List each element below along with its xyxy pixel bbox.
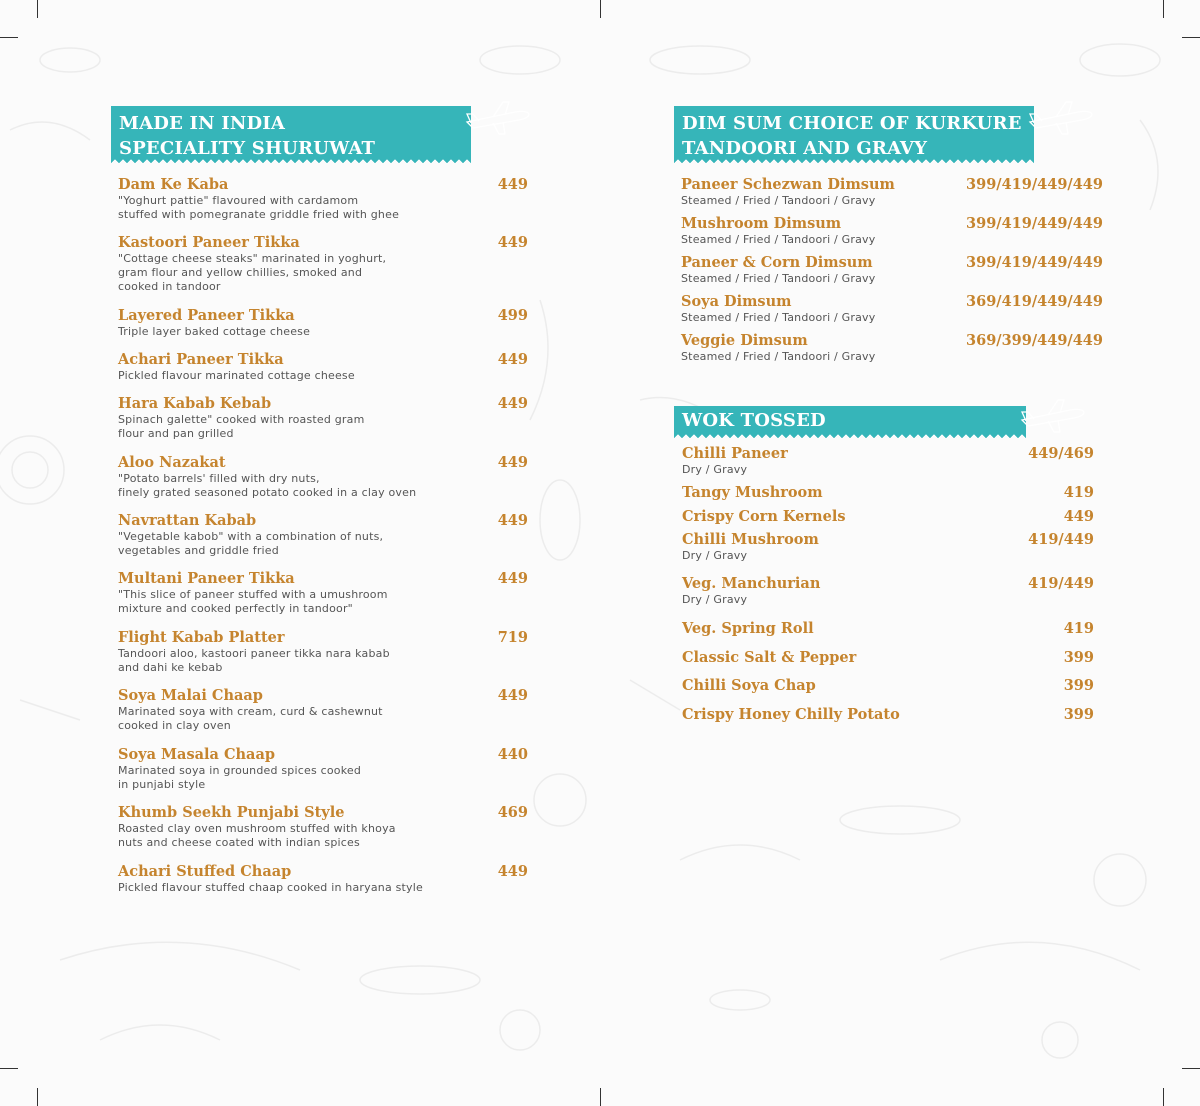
menu-item-flight-kabab-platter xyxy=(118,629,390,675)
item-price: 399 xyxy=(1063,649,1094,666)
item-name: Mushroom Dimsum xyxy=(681,215,842,232)
item-price: 449 xyxy=(497,176,528,193)
item-description: Spinach galette" cooked with roasted gram xyxy=(118,413,365,426)
item-description: Triple layer baked cottage cheese xyxy=(118,325,311,338)
menu-item-layered-paneer-tikka xyxy=(118,307,310,339)
item-name: Kastoori Paneer Tikka xyxy=(118,234,300,251)
item-price: 719 xyxy=(497,629,528,646)
section-title-line: TANDOORI AND GRAVY xyxy=(682,138,928,159)
menu-item-soya-masala-chaap xyxy=(118,746,361,792)
item-name: Crispy Corn Kernels xyxy=(682,508,846,525)
menu-item-paneer-corn-dimsum xyxy=(681,254,875,286)
item-price: 449 xyxy=(497,863,528,880)
item-description: Dry / Gravy xyxy=(682,549,748,562)
item-price: 399 xyxy=(1063,677,1094,694)
menu-item-soya-dimsum xyxy=(681,293,875,325)
item-price: 369/419/449/449 xyxy=(966,293,1103,310)
item-name: Hara Kabab Kebab xyxy=(118,395,272,412)
item-description: Dry / Gravy xyxy=(682,463,748,476)
section-banner-wok xyxy=(674,406,1026,434)
item-price: 399/419/449/449 xyxy=(966,176,1103,193)
menu-item-chilli-mushroom xyxy=(682,531,819,563)
item-description: Tandoori aloo, kastoori paneer tikka nara kabab xyxy=(118,647,390,660)
item-price: 449 xyxy=(497,687,528,704)
item-description: cooked in clay oven xyxy=(118,719,231,732)
item-description: nuts and cheese coated with indian spices xyxy=(118,836,360,849)
menu-item-khumb-seekh-punjabi-style xyxy=(118,804,396,850)
item-price: 449 xyxy=(497,570,528,587)
item-description: Steamed / Fried / Tandoori / Gravy xyxy=(681,350,876,363)
item-price: 449/469 xyxy=(1028,445,1094,462)
menu-item-classic-salt-pepper xyxy=(682,649,856,667)
menu-item-crispy-honey-chilly-potato xyxy=(682,706,900,724)
item-name: Tangy Mushroom xyxy=(682,484,823,501)
item-description: "Cottage cheese steaks" marinated in yoghurt, xyxy=(118,252,387,265)
item-name: Flight Kabab Platter xyxy=(118,629,285,646)
airplane-icon xyxy=(463,98,535,138)
menu-item-tangy-mushroom xyxy=(682,484,823,502)
item-description: and dahi ke kebab xyxy=(118,661,223,674)
item-price: 449 xyxy=(497,351,528,368)
item-price: 469 xyxy=(497,804,528,821)
item-name: Achari Stuffed Chaap xyxy=(118,863,292,880)
item-description: "Yoghurt pattie" flavoured with cardamom xyxy=(118,194,359,207)
menu-item-kastoori-paneer-tikka xyxy=(118,234,386,294)
menu-item-paneer-schezwan-dimsum xyxy=(681,176,895,208)
item-price: 449 xyxy=(1063,508,1094,525)
item-name: Veg. Manchurian xyxy=(682,575,821,592)
item-description: Steamed / Fried / Tandoori / Gravy xyxy=(681,233,876,246)
airplane-icon xyxy=(1018,396,1090,436)
item-price: 399/419/449/449 xyxy=(966,254,1103,271)
item-name: Khumb Seekh Punjabi Style xyxy=(118,804,345,821)
menu-item-chilli-soya-chap xyxy=(682,677,816,695)
item-description: vegetables and griddle fried xyxy=(118,544,279,557)
item-price: 440 xyxy=(497,746,528,763)
menu-item-veggie-dimsum xyxy=(681,332,875,364)
menu-item-veg-spring-roll xyxy=(682,620,814,638)
item-price: 419/449 xyxy=(1028,531,1094,548)
item-description: Pickled flavour stuffed chaap cooked in haryana style xyxy=(118,881,423,894)
menu-item-achari-stuffed-chaap xyxy=(118,863,423,895)
item-price: 399/419/449/449 xyxy=(966,215,1103,232)
item-description: "Vegetable kabob" with a combination of nuts, xyxy=(118,530,384,543)
item-description: Roasted clay oven mushroom stuffed with khoya xyxy=(118,822,396,835)
section-title-line: MADE IN INDIA xyxy=(119,113,286,134)
menu-item-soya-malai-chaap xyxy=(118,687,383,733)
item-description: Marinated soya in grounded spices cooked xyxy=(118,764,362,777)
item-name: Soya Dimsum xyxy=(681,293,792,310)
menu-item-veg-manchurian xyxy=(682,575,820,607)
item-description: gram flour and yellow chillies, smoked and xyxy=(118,266,363,279)
section-title-line: SPECIALITY SHURUWAT xyxy=(119,138,376,159)
item-price: 419 xyxy=(1063,620,1094,637)
item-description: Marinated soya with cream, curd & cashewnut xyxy=(118,705,383,718)
item-name: Achari Paneer Tikka xyxy=(118,351,284,368)
banner-zigzag xyxy=(674,159,1034,164)
banner-zigzag xyxy=(111,159,471,164)
item-description: stuffed with pomegranate griddle fried with ghee xyxy=(118,208,400,221)
item-name: Chilli Soya Chap xyxy=(682,677,816,694)
item-description: cooked in tandoor xyxy=(118,280,221,293)
menu-item-multani-paneer-tikka xyxy=(118,570,388,616)
item-description: "Potato barrels' filled with dry nuts, xyxy=(118,472,320,485)
item-description: Dry / Gravy xyxy=(682,593,748,606)
item-description: in punjabi style xyxy=(118,778,206,791)
item-price: 419 xyxy=(1063,484,1094,501)
item-price: 449 xyxy=(497,512,528,529)
menu-item-hara-kabab-kebab xyxy=(118,395,365,441)
item-description: Steamed / Fried / Tandoori / Gravy xyxy=(681,272,876,285)
menu-item-chilli-paneer xyxy=(682,445,788,477)
item-name: Navrattan Kabab xyxy=(118,512,257,529)
item-name: Veg. Spring Roll xyxy=(682,620,814,637)
item-description: Steamed / Fried / Tandoori / Gravy xyxy=(681,194,876,207)
item-name: Soya Malai Chaap xyxy=(118,687,263,704)
item-description: Steamed / Fried / Tandoori / Gravy xyxy=(681,311,876,324)
item-name: Paneer & Corn Dimsum xyxy=(681,254,873,271)
section-title-line: WOK TOSSED xyxy=(682,410,826,431)
menu-item-achari-paneer-tikka xyxy=(118,351,355,383)
item-name: Classic Salt & Pepper xyxy=(682,649,857,666)
item-description: "This slice of paneer stuffed with a umushroom xyxy=(118,588,388,601)
item-name: Aloo Nazakat xyxy=(118,454,226,471)
item-name: Multani Paneer Tikka xyxy=(118,570,295,587)
item-price: 499 xyxy=(497,307,528,324)
item-price: 369/399/449/449 xyxy=(966,332,1103,349)
menu-item-aloo-nazakat xyxy=(118,454,416,500)
item-description: flour and pan grilled xyxy=(118,427,234,440)
item-name: Dam Ke Kaba xyxy=(118,176,229,193)
item-price: 449 xyxy=(497,454,528,471)
airplane-icon xyxy=(1026,98,1098,138)
section-banner-dimsum xyxy=(674,106,1034,159)
menu-item-dam-ke-kaba xyxy=(118,176,399,222)
menu-page-right xyxy=(600,0,1200,1106)
item-name: Crispy Honey Chilly Potato xyxy=(682,706,900,723)
item-price: 449 xyxy=(497,395,528,412)
item-price: 419/449 xyxy=(1028,575,1094,592)
item-name: Chilli Paneer xyxy=(682,445,788,462)
section-banner-shuruwat xyxy=(111,106,471,159)
item-price: 449 xyxy=(497,234,528,251)
item-name: Veggie Dimsum xyxy=(681,332,808,349)
item-name: Soya Masala Chaap xyxy=(118,746,275,763)
menu-item-mushroom-dimsum xyxy=(681,215,875,247)
section-title-line: DIM SUM CHOICE OF KURKURE xyxy=(682,113,1022,134)
item-name: Paneer Schezwan Dimsum xyxy=(681,176,895,193)
item-price: 399 xyxy=(1063,706,1094,723)
item-name: Chilli Mushroom xyxy=(682,531,819,548)
banner-zigzag xyxy=(674,434,1026,439)
item-description: mixture and cooked perfectly in tandoor" xyxy=(118,602,353,615)
item-description: finely grated seasoned potato cooked in a clay oven xyxy=(118,486,417,499)
item-name: Layered Paneer Tikka xyxy=(118,307,295,324)
item-description: Pickled flavour marinated cottage cheese xyxy=(118,369,355,382)
menu-item-navrattan-kabab xyxy=(118,512,383,558)
menu-item-crispy-corn-kernels xyxy=(682,508,846,526)
